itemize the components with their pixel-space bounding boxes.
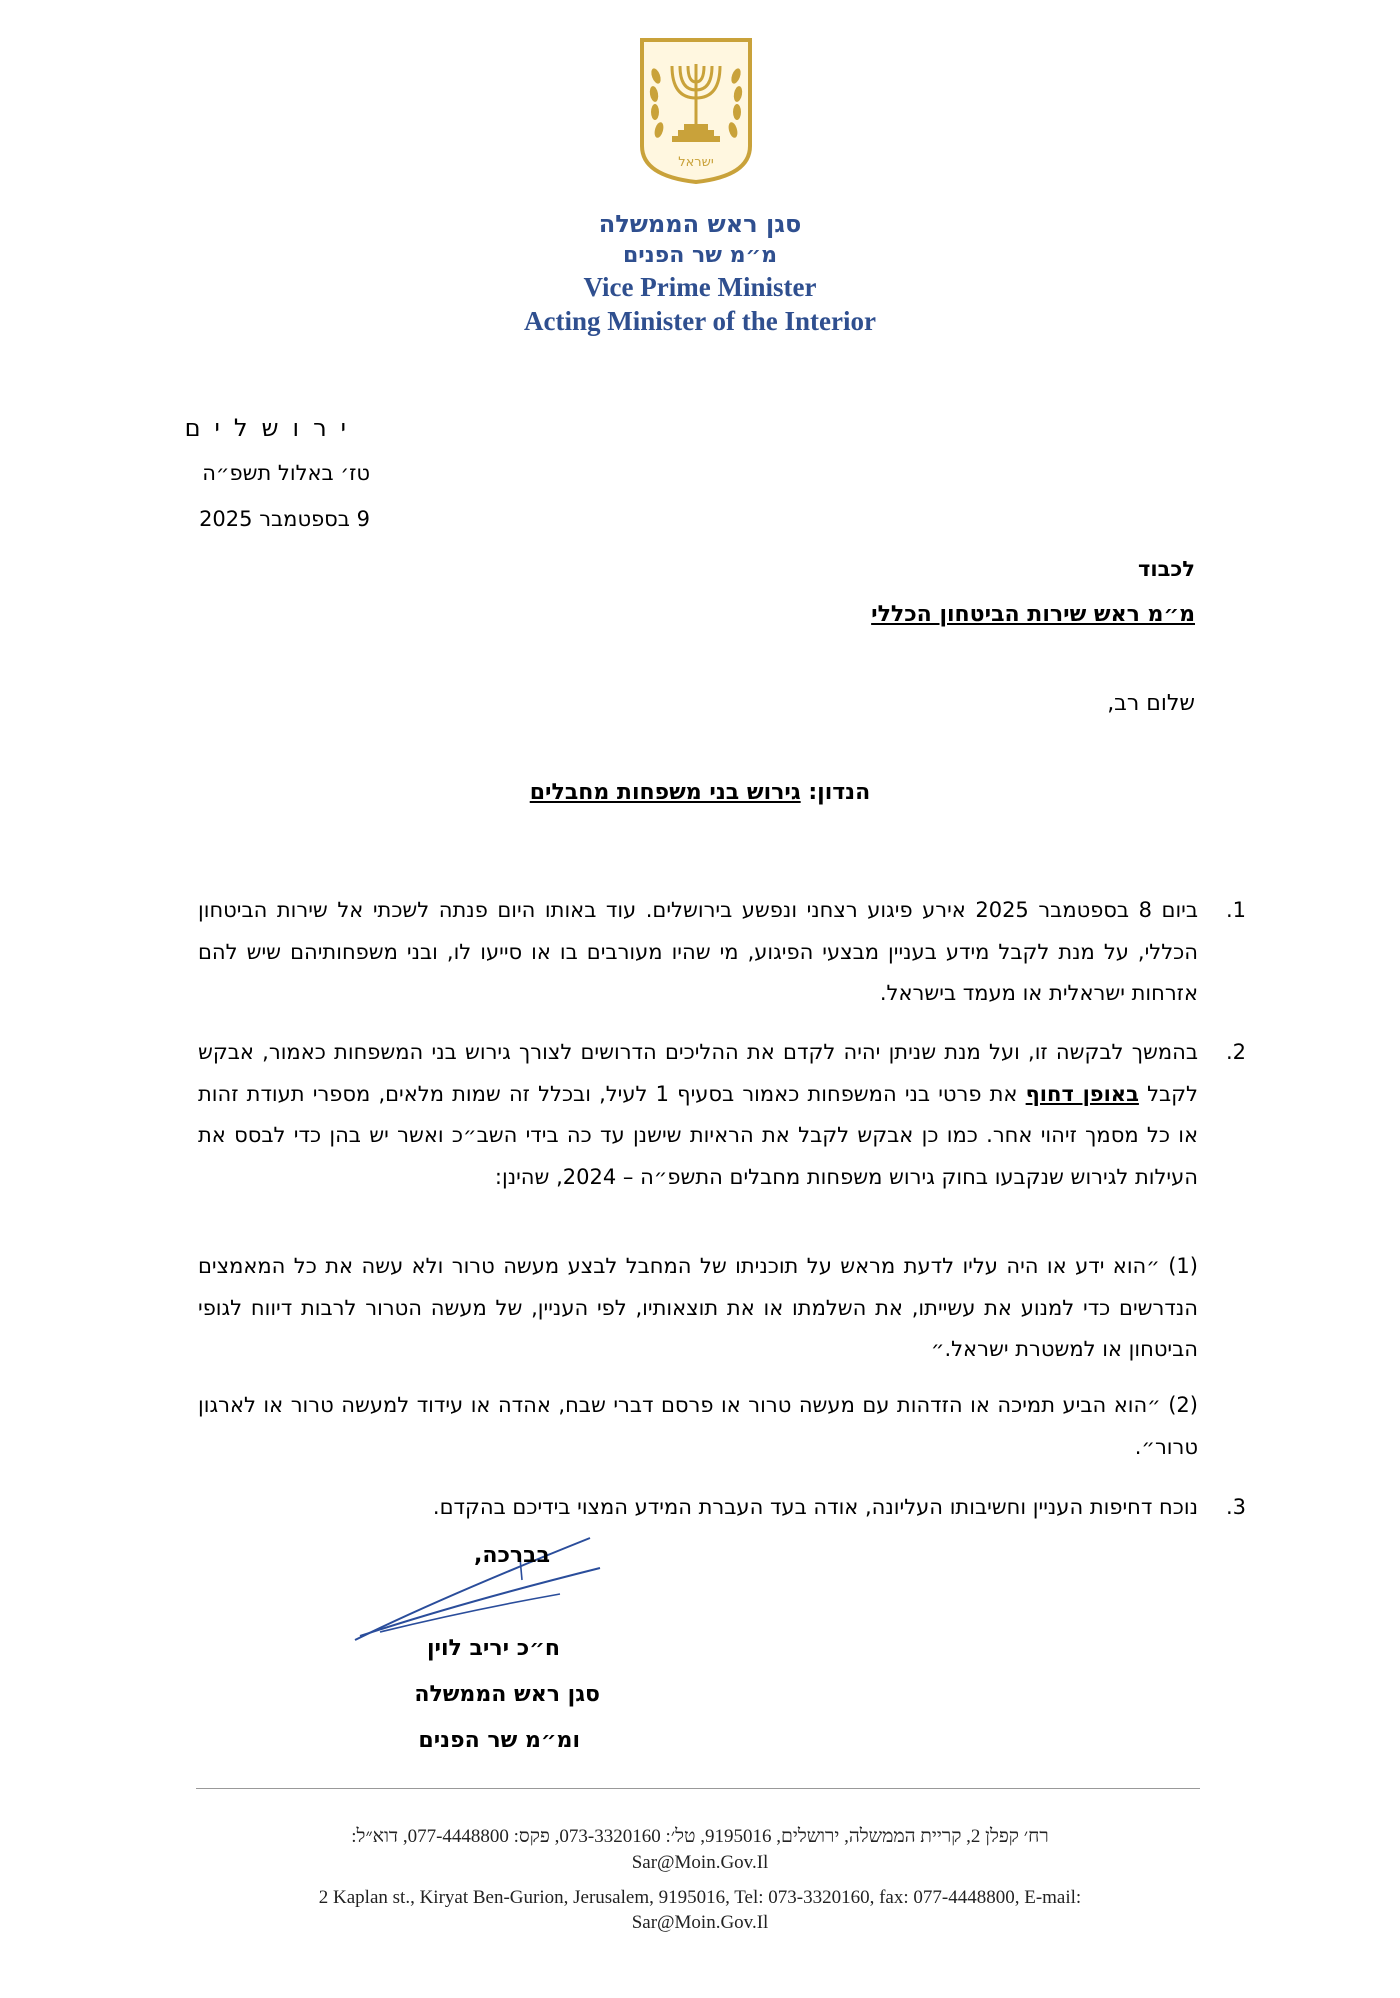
footer-address-he: רח׳ קפלן 2, קריית הממשלה, ירושלים, 9195016, טל׳: 073-3320160, פקס: 077-4448800, דוא״ל: <box>351 1826 1049 1847</box>
paragraph-2-item-1: (1) ״הוא ידע או היה עליו לדעת מראש על תוכניתו של המחבל לבצע מעשה טרור ולא עשה את כל המאמצים הנדרשים כדי למנוע את עשייתו, את השלמתו או את תוצאותיו, לפי העניין, של מעשה הטרור לרבות דיווח לגופי הביטחון או למשטרת ישראל.״ <box>198 1254 1198 1361</box>
recipient-label: לכבוד <box>1138 557 1195 581</box>
paragraph-number: 3. <box>1225 1495 1246 1519</box>
state-emblem-icon <box>636 36 756 184</box>
signer-title-1: סגן ראש הממשלה <box>414 1682 600 1707</box>
paragraph-2-item-2: (2) ״הוא הביע תמיכה או הזדהות עם מעשה טרור או פרסם דברי שבח, אהדה או עידוד למעשה טרור או לארגון טרור״. <box>198 1393 1198 1459</box>
closing: בברכה, <box>473 1543 550 1568</box>
subject-line <box>0 780 1400 805</box>
subject-text: גירוש בני משפחות מחבלים <box>529 780 801 805</box>
city-name: ירושלים <box>184 414 360 442</box>
hebrew-date: טז׳ באלול תשפ״ה <box>202 461 370 485</box>
signer-name: ח״כ יריב לוין <box>426 1636 560 1661</box>
paragraph-text: ביום 8 בספטמבר 2025 אירע פיגוע רצחני ונפשע בירושלים. עוד באותו היום פנתה לשכתי אל שירות הביטחון הכללי, על מנת לקבל מידע בעניין מבצעי הפיגוע, מי שהיו מעורבים בו או סייעו לו, ובני משפחותיהם שיש להם אזרחות ישראלית או מעמד בישראל. <box>198 898 1198 1005</box>
urgent-emphasis: באופן דחוף <box>1025 1081 1139 1106</box>
paragraph-text: נוכח דחיפות העניין וחשיבותו העליונה, אודה בעד העברת המידע המצוי בידיכם בהקדם. <box>432 1495 1198 1519</box>
paragraph-text: בהמשך לבקשה זו, ועל מנת שניתן יהיה לקדם את ההליכים הדרושים לצורך גירוש בני המשפחות כאמור, אבקש לקבל <box>198 1040 1198 1106</box>
subject-label: הנדון: <box>808 780 871 805</box>
paragraph-number: 2. <box>1225 1040 1246 1064</box>
paragraph-2 <box>198 1032 1246 1198</box>
header-subtitle-en: Acting Minister of the Interior <box>524 306 876 336</box>
footer-divider <box>196 1788 1200 1789</box>
footer-address-en: 2 Kaplan st., Kiryat Ben-Gurion, Jerusalem, 9195016, Tel: 073-3320160, fax: 077-4448800, E-mail: <box>318 1887 1082 1908</box>
paragraph-1 <box>198 890 1246 1015</box>
greeting: שלום רב, <box>1107 691 1195 716</box>
header-subtitle-he: מ״מ שר הפנים <box>622 243 778 268</box>
svg-text:ישראל: ישראל <box>678 155 714 170</box>
paragraph-3 <box>198 1487 1246 1529</box>
header-title-en: Vice Prime Minister <box>583 272 817 302</box>
footer-email-2: Sar@Moin.Gov.Il <box>631 1912 769 1933</box>
paragraph-text: את פרטי בני המשפחות כאמור בסעיף 1 לעיל, ובכלל זה שמות מלאים, מספרי תעודת זהות או כל מסמך זיהוי אחר. כמו כן אבקש לקבל את הראיות שישנן עד כה בידי השב״כ ואשר יש בהן כדי לבסס את העילות לגירוש שנקבעו בחוק גירוש משפחות מחבלים התשפ״ה – 2024, שהינן: <box>198 1081 1198 1189</box>
signer-title-2: ומ״מ שר הפנים <box>418 1728 580 1753</box>
footer-email-1: Sar@Moin.Gov.Il <box>631 1852 769 1873</box>
header-title-he: סגן ראש הממשלה <box>598 210 802 238</box>
recipient-name: מ״מ ראש שירות הביטחון הכללי <box>871 602 1195 627</box>
gregorian-date: 9 בספטמבר 2025 <box>199 507 370 531</box>
paragraph-number: 1. <box>1225 898 1246 922</box>
